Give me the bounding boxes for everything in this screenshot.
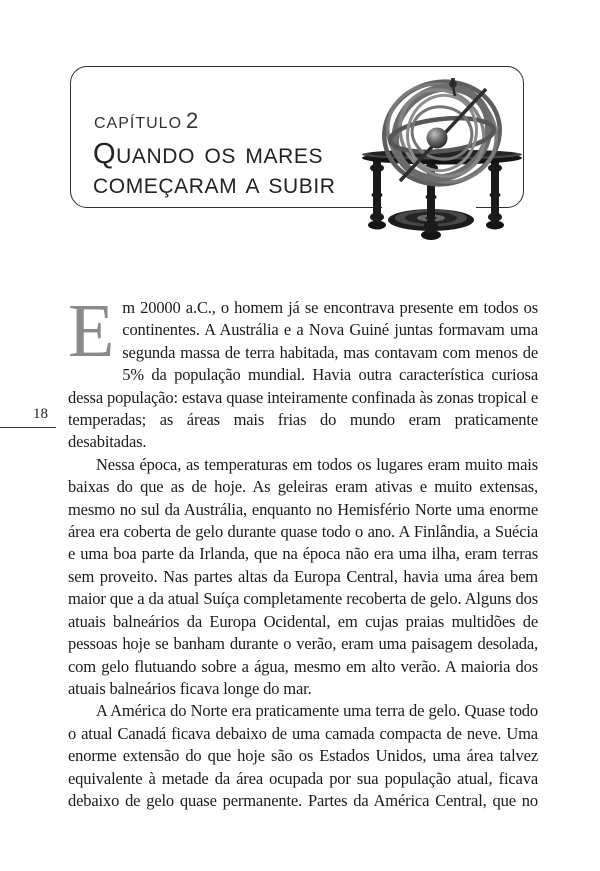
chapter-label (94, 108, 198, 134)
sphere-globe (427, 128, 448, 149)
paragraph-1 (68, 289, 538, 454)
armillary-sphere-image (358, 73, 530, 245)
chapter-title-line2: COMEÇARAM A SUBIR (93, 175, 336, 198)
paragraph-1-text: m 20000 a.C., o homem já se encontrava presente em todos os continentes. A Austrália e a Nova Guiné juntas formavam uma segunda massa de terra habitada, mas contavam com menos de 5% da população mundial. Havia outra característica curiosa dessa população: estava quase inteiramente confinada às zonas tropical e temperadas; as áreas mais frias do mundo eram praticamente desabitadas. (68, 298, 538, 452)
chapter-title-line1 (93, 139, 323, 172)
chapter-title-initial: Q (93, 138, 117, 170)
paragraph-3: A América do Norte era praticamente uma terra de gelo. Quase todo o atual Canadá ficava debaixo de uma camada compacta de neve. Uma enorme extensão do que hoje são os Estados Unidos, uma área talvez equivalente à metade da área ocupada por sua população atual, ficava debaixo de gelo quase permanente. Partes da América Central, que no (68, 701, 538, 810)
chapter-number: 2 (186, 108, 199, 133)
chapter-title-line1-rest: UANDO OS MARES (116, 145, 324, 168)
paragraph-2: Nessa época, as temperaturas em todos os lugares eram muito mais baixas do que as de hoje. As geleiras eram ativas e muito extensas, mesmo no sul da Austrália, enquanto no Hemisfério Norte uma enorme área era coberta de gelo durante quase todo o ano. A Finlândia, a Suécia e uma boa parte da Irlanda, que na época não era uma ilha, eram terras sem proveito. Nas partes altas da Europa Central, havia uma área bem maior que a da atual Suíça completamente recoberta de gelo. Alguns dos atuais balneários da Europa Ocidental, em cujas praias multidões de pessoas hoje se banham durante o verão, eram uma paisagem desolada, com gelo flutuando sobre a água, mesmo em alto verão. A maioria dos atuais balneários ficava longe do mar. (68, 454, 538, 698)
chapter-label-text: CAPÍTULO (94, 115, 183, 132)
drop-cap: E (68, 289, 115, 373)
body-text (68, 289, 538, 812)
page-number: 18 (0, 406, 56, 428)
